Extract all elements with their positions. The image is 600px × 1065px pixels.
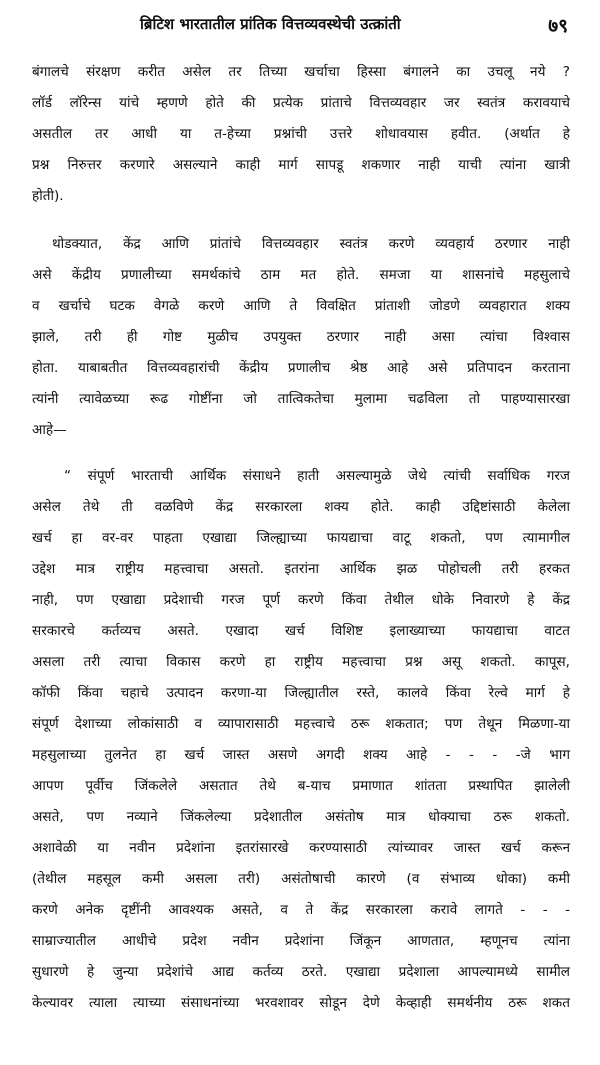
text-line: साम्राज्यातील आधीचे प्रदेश नवीन प्रदेशांना जिंकून आणतात, म्हणूनच त्यांना (32, 933, 570, 949)
text-line: (तेथील महसूल कमी असला तरी) असंतोषाची कारणे (व संभाव्य धोका) कमी (32, 871, 570, 887)
text-line: होता. याबाबतीत वित्तव्यवहारांची केंद्रीय प्रणालीच श्रेष्ठ आहे असे प्रतिपादन करताना (32, 360, 570, 376)
text-line: थोडक्यात, केंद्र आणि प्रांतांचे वित्तव्यवहार स्वतंत्र करणे व्यवहार्य ठरणार नाही (52, 236, 570, 252)
text-line: सरकारचे कर्तव्यच असते. एखादा खर्च विशिष्ट इलाख्याच्या फायद्याचा वाटत (32, 623, 570, 639)
text-line: नाही, पण एखाद्या प्रदेशाची गरज पूर्ण करणे किंवा तेथील धोके निवारणे हे केंद्र (32, 592, 570, 608)
text-line: अशावेळी या नवीन प्रदेशांना इतरांसारखे करण्यासाठी त्यांच्यावर जास्त खर्च करून (32, 840, 570, 856)
text-line: “ संपूर्ण भारताची आर्थिक संसाधने हाती असल्यामुळे जेथे त्यांची सर्वाधिक गरज (64, 468, 570, 484)
text-line: असेल तेथे ती वळविणे केंद्र सरकारला शक्य होते. काही उद्दिष्टांसाठी केलेला (32, 499, 570, 515)
text-line: संपूर्ण देशाच्या लोकांसाठी व व्यापारासाठी महत्त्वाचे ठरू शकतात; पण तेथून मिळणा-या (32, 716, 570, 732)
text-line: उद्देश मात्र राष्ट्रीय महत्त्वाचा असतो. इतरांना आर्थिक झळ पोहोचली तरी हरकत (32, 561, 570, 577)
text-line: प्रश्न निरुत्तर करणारे असल्याने काही मार्ग सापडू शकणार नाही याची त्यांना खात्री (32, 157, 570, 173)
text-line: करणे अनेक दृष्टींनी आवश्यक असते, व ते केंद्र सरकारला करावे लागते - - - (32, 902, 570, 918)
text-line: लॉर्ड लॉरेन्स यांचे म्हणणे होते की प्रत्येक प्रांताचे वित्तव्यवहार जर स्वतंत्र करावयाचे (32, 95, 570, 111)
running-header (30, 14, 570, 38)
text-line: असे केंद्रीय प्रणालीच्या समर्थकांचे ठाम मत होते. समजा या शासनांचे महसुलाचे (32, 267, 570, 283)
text-line: बंगालचे संरक्षण करीत असेल तर तिच्या खर्चाचा हिस्सा बंगालने का उचलू नये ? (32, 64, 570, 80)
text-line: झाले, तरी ही गोष्ट मुळीच उपयुक्त ठरणार नाही असा त्यांचा विश्वास (32, 329, 570, 345)
text-line: महसुलाच्या तुलनेत हा खर्च जास्त असणे अगदी शक्य आहे - - - -जे भाग (32, 747, 570, 763)
text-line: त्यांनी त्यावेळच्या रूढ गोष्टींना जो तात्विकतेचा मुलामा चढविला तो पाहण्यासारखा (32, 391, 570, 407)
text-line: केल्यावर त्याला त्याच्या संसाधनांच्या भरवशावर सोडून देणे केव्हाही समर्थनीय ठरू शकत (32, 995, 570, 1011)
text-line: होती). (32, 188, 64, 204)
text-line: असते, पण नव्याने जिंकलेल्या प्रदेशातील असंतोष मात्र धोक्याचा ठरू शकतो. (32, 809, 570, 825)
text-line: सुधारणे हे जुन्या प्रदेशांचे आद्य कर्तव्य ठरते. एखाद्या प्रदेशाला आपल्यामध्ये सामील (32, 964, 570, 980)
text-line: आपण पूर्वीच जिंकलेले असतात तेथे ब-याच प्रमाणात शांतता प्रस्थापित झालेली (32, 778, 570, 794)
page-number: ७९ (548, 15, 568, 37)
text-line: असतील तर आधी या त-हेच्या प्रश्नांची उत्तरे शोधावयास हवीत. (अर्थात हे (32, 126, 570, 142)
text-line: कॉफी किंवा चहाचे उत्पादन करणा-या जिल्ह्यातील रस्ते, कालवे किंवा रेल्वे मार्ग हे (32, 685, 570, 701)
text-line: व खर्चाचे घटक वेगळे करणे आणि ते विवक्षित प्रांताशी जोडणे व्यवहारात शक्य (32, 298, 570, 314)
text-line: आहे— (32, 422, 67, 438)
text-line: असला तरी त्याचा विकास करणे हा राष्ट्रीय महत्त्वाचा प्रश्न असू शकतो. कापूस, (32, 654, 570, 670)
header-title: ब्रिटिश भारतातील प्रांतिक वित्तव्यवस्थेची उत्क्रांती (140, 15, 401, 33)
text-line: खर्च हा वर-वर पाहता एखाद्या जिल्ह्याच्या फायद्याचा वाटू शकतो, पण त्यामागील (32, 530, 570, 546)
